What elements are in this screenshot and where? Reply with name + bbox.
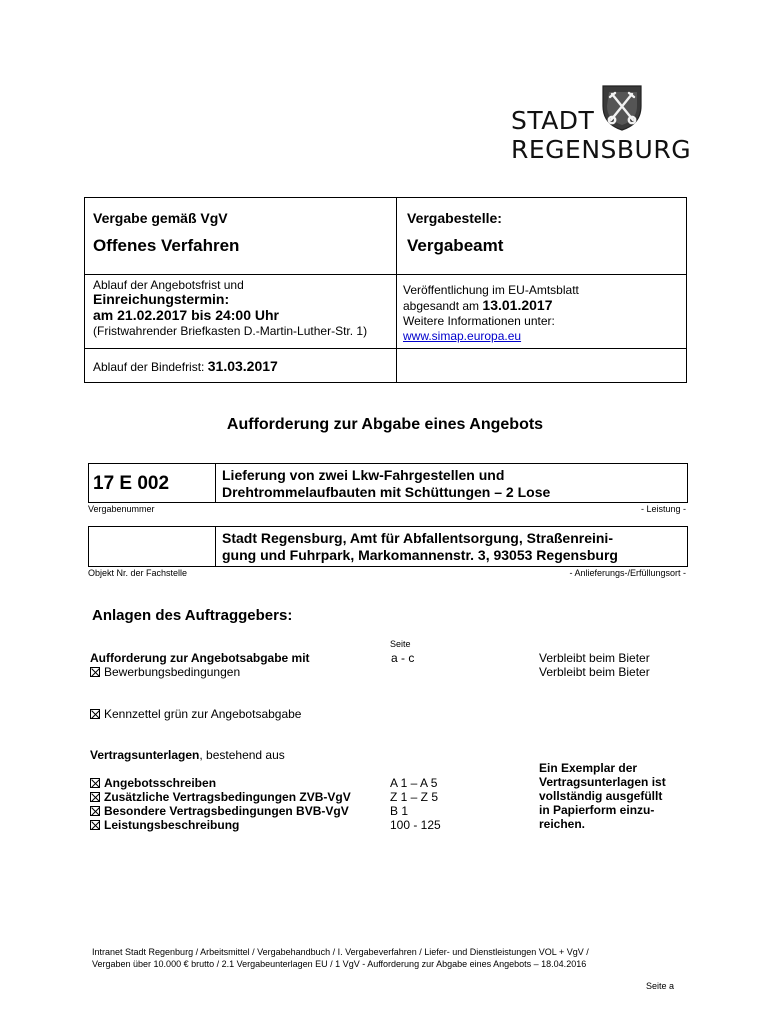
item-pages: 100 - 125 <box>390 818 441 832</box>
deadline-value: am 21.02.2017 bis 24:00 Uhr <box>93 307 280 323</box>
checked-checkbox-icon[interactable] <box>90 820 100 830</box>
copy-note-line: in Papierform einzu- <box>539 803 655 817</box>
checked-checkbox-icon[interactable] <box>90 792 100 802</box>
authority-value: Vergabeamt <box>407 236 504 255</box>
list-item <box>90 804 349 818</box>
copy-note-line: reichen. <box>539 817 586 831</box>
item-pages: B 1 <box>390 804 409 818</box>
list-item <box>90 790 351 804</box>
page-column-label: Seite <box>390 639 411 649</box>
procedure-label: Vergabe gemäß VgV <box>93 210 228 226</box>
copy-note-line: Vertragsunterlagen ist <box>539 775 666 789</box>
publication-label: Veröffentlichung im EU-Amtsblatt <box>403 283 579 297</box>
copy-note-line: Ein Exemplar der <box>539 761 638 775</box>
deadline-title: Einreichungstermin: <box>93 291 230 307</box>
logo-line-regensburg: REGENSBURG <box>511 135 692 164</box>
copy-note-line: vollständig ausgefüllt <box>539 789 663 803</box>
award-number-caption: Vergabenummer <box>88 504 155 514</box>
checked-checkbox-icon[interactable] <box>90 709 100 719</box>
green-note-label: Kennzettel grün zur Angebotsabgabe <box>104 707 302 721</box>
procedure-table <box>84 197 687 383</box>
empty-cell <box>397 349 687 383</box>
page-number: Seite a <box>646 981 675 991</box>
regensburg-keys-crest-icon <box>597 80 649 132</box>
footer-path-line2: Vergaben über 10.000 € brutto / 2.1 Vergabeunterlagen EU / 1 VgV - Aufforderung zur Abgabe eines Angebots – 18.04.2016 <box>92 959 587 969</box>
deadline-label: Ablauf der Angebotsfrist und <box>93 278 244 292</box>
invitation-pages: a - c <box>391 651 415 665</box>
conditions-row <box>90 665 240 679</box>
copy-note <box>539 761 666 831</box>
authority-label: Vergabestelle: <box>407 210 502 226</box>
award-table <box>88 463 688 503</box>
green-note-row <box>90 707 301 721</box>
deadline-note: (Fristwahrender Briefkasten D.-Martin-Luther-Str. 1) <box>93 324 368 338</box>
binding-date: 31.03.2017 <box>207 358 278 374</box>
checked-checkbox-icon[interactable] <box>90 806 100 816</box>
object-table <box>88 526 688 567</box>
item-label: Leistungsbeschreibung <box>104 818 240 832</box>
service-caption: - Leistung - <box>640 504 686 514</box>
item-label: Angebotsschreiben <box>104 776 217 790</box>
item-label: Zusätzliche Vertragsbedingungen ZVB-VgV <box>104 790 351 804</box>
award-description-line2: Drehtrommelaufbauten mit Schüttungen – 2 Lose <box>222 484 551 500</box>
award-description-line1: Lieferung von zwei Lkw-Fahrgestellen und <box>222 467 505 483</box>
item-label: Besondere Vertragsbedingungen BVB-VgV <box>104 804 349 818</box>
list-item <box>90 776 216 790</box>
item-pages: A 1 – A 5 <box>390 776 438 790</box>
contract-docs-label: Vertragsunterlagen <box>90 748 200 762</box>
binding-row <box>93 358 278 374</box>
contract-docs-rest: , bestehend aus <box>199 748 285 762</box>
invitation-label: Aufforderung zur Angebotsabgabe mit <box>90 651 310 665</box>
binding-label: Ablauf der Bindefrist: <box>93 360 205 374</box>
checked-checkbox-icon[interactable] <box>90 667 100 677</box>
delivery-address-line2: gung und Fuhrpark, Markomannenstr. 3, 93053 Regensburg <box>222 547 618 563</box>
item-pages: Z 1 – Z 5 <box>390 790 439 804</box>
award-number: 17 E 002 <box>93 473 170 494</box>
procedure-value: Offenes Verfahren <box>93 236 240 255</box>
simap-link[interactable]: www.simap.europa.eu <box>403 329 522 343</box>
publication-sent <box>403 297 552 313</box>
footer-path-line1: Intranet Stadt Regenburg / Arbeitsmittel / Vergabehandbuch / I. Vergabeverfahren / Liefer- und Dienstleistungen VOL + VgV / <box>92 947 589 957</box>
contract-docs-heading <box>90 748 285 762</box>
page-title: Aufforderung zur Abgabe eines Angebots <box>226 416 544 433</box>
logo-line-stadt: STADT <box>511 106 595 135</box>
checked-checkbox-icon[interactable] <box>90 778 100 788</box>
publication-sent-date: 13.01.2017 <box>482 297 553 313</box>
object-number-cell <box>89 527 216 567</box>
invitation-status: Verbleibt beim Bieter <box>539 651 650 665</box>
delivery-address-line1: Stadt Regensburg, Amt für Abfallentsorgung, Straßenreini- <box>222 530 613 546</box>
conditions-label: Bewerbungsbedingungen <box>104 665 241 679</box>
attachments-heading: Anlagen des Auftraggebers: <box>92 607 293 624</box>
object-caption: Objekt Nr. der Fachstelle <box>88 568 188 578</box>
list-item <box>90 818 239 832</box>
conditions-status: Verbleibt beim Bieter <box>539 665 650 679</box>
more-info-label: Weitere Informationen unter: <box>403 314 555 328</box>
delivery-caption: - Anlieferungs-/Erfüllungsort - <box>569 568 686 578</box>
publication-sent-label: abgesandt am <box>403 299 480 313</box>
